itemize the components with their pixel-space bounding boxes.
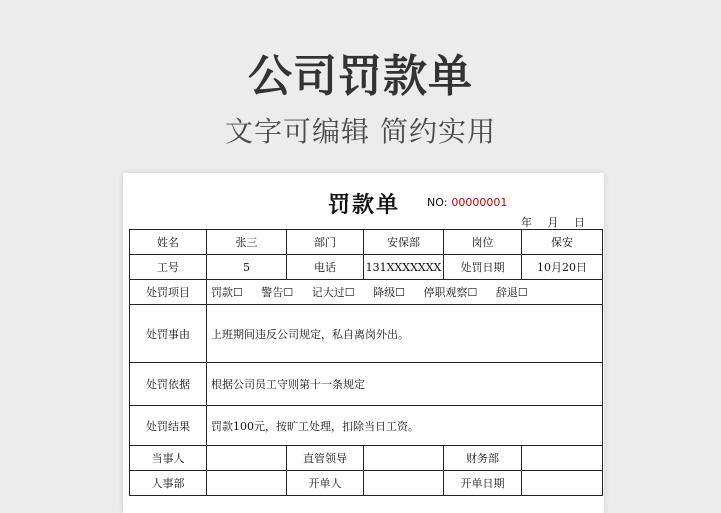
phone-label: 电话 — [287, 255, 364, 280]
issue-date-label: 开单日期 — [444, 471, 522, 496]
issue-date-value[interactable] — [522, 471, 603, 496]
banner-title: 公司罚款单 — [248, 51, 473, 102]
finance-label: 财务部 — [444, 446, 522, 471]
form-number — [427, 196, 507, 209]
banner-subtitle: 文字可编辑 简约实用 — [225, 115, 496, 148]
table-row-contact — [130, 255, 603, 280]
table-row-employee — [130, 230, 603, 255]
finance-signature[interactable] — [522, 446, 603, 471]
table-row-result — [130, 406, 603, 446]
form-number-value: 00000001 — [451, 196, 508, 209]
supervisor-signature[interactable] — [364, 446, 444, 471]
penalty-date-label: 处罚日期 — [444, 255, 522, 280]
penalty-date-value[interactable]: 10月20日 — [522, 255, 603, 280]
penalty-item-suspension-checkbox[interactable]: 停职观察☐ — [423, 286, 478, 299]
penalty-item-fine-checkbox[interactable]: 罚款☐ — [211, 286, 243, 299]
party-label: 当事人 — [130, 446, 207, 471]
table-row-penalty-items — [130, 280, 603, 305]
reason-label: 处罚事由 — [130, 305, 207, 363]
reason-value[interactable]: 上班期间违反公司规定，私自离岗外出。 — [207, 305, 603, 363]
table-row-reason — [130, 305, 603, 363]
result-label: 处罚结果 — [130, 406, 207, 446]
penalty-item-demerit-checkbox[interactable]: 记大过☐ — [311, 286, 355, 299]
result-value[interactable]: 罚款100元，按旷工处理，扣除当日工资。 — [207, 406, 603, 446]
penalty-form-table — [129, 229, 603, 496]
hr-label: 人事部 — [130, 471, 207, 496]
form-number-label: NO: — [427, 196, 448, 209]
issuer-label: 开单人 — [287, 471, 364, 496]
name-label: 姓名 — [130, 230, 207, 255]
table-row-signatures-1 — [130, 446, 603, 471]
name-value[interactable]: 张三 — [207, 230, 287, 255]
issuer-signature[interactable] — [364, 471, 444, 496]
party-signature[interactable] — [207, 446, 287, 471]
supervisor-label: 直管领导 — [287, 446, 364, 471]
hr-signature[interactable] — [207, 471, 287, 496]
position-value[interactable]: 保安 — [522, 230, 603, 255]
basis-label: 处罚依据 — [130, 363, 207, 406]
penalty-item-warning-checkbox[interactable]: 警告☐ — [261, 286, 294, 299]
form-date-line: 年 月 日 — [521, 216, 585, 229]
position-label: 岗位 — [444, 230, 522, 255]
form-title: 罚款单 — [328, 192, 401, 218]
employee-id-value[interactable]: 5 — [207, 255, 287, 280]
employee-id-label: 工号 — [130, 255, 207, 280]
table-row-signatures-2 — [130, 471, 603, 496]
department-value[interactable]: 安保部 — [364, 230, 444, 255]
penalty-items-options — [207, 280, 603, 305]
penalty-item-dismissal-checkbox[interactable]: 辞退☐ — [495, 286, 528, 299]
penalty-form-sheet — [123, 173, 604, 513]
penalty-item-demotion-checkbox[interactable]: 降级☐ — [373, 286, 405, 299]
phone-value[interactable]: 131XXXXXXX — [364, 255, 444, 280]
department-label: 部门 — [287, 230, 364, 255]
table-row-basis — [130, 363, 603, 406]
penalty-items-label: 处罚项目 — [130, 280, 207, 305]
basis-value[interactable]: 根据公司员工守则第十一条规定 — [207, 363, 603, 406]
